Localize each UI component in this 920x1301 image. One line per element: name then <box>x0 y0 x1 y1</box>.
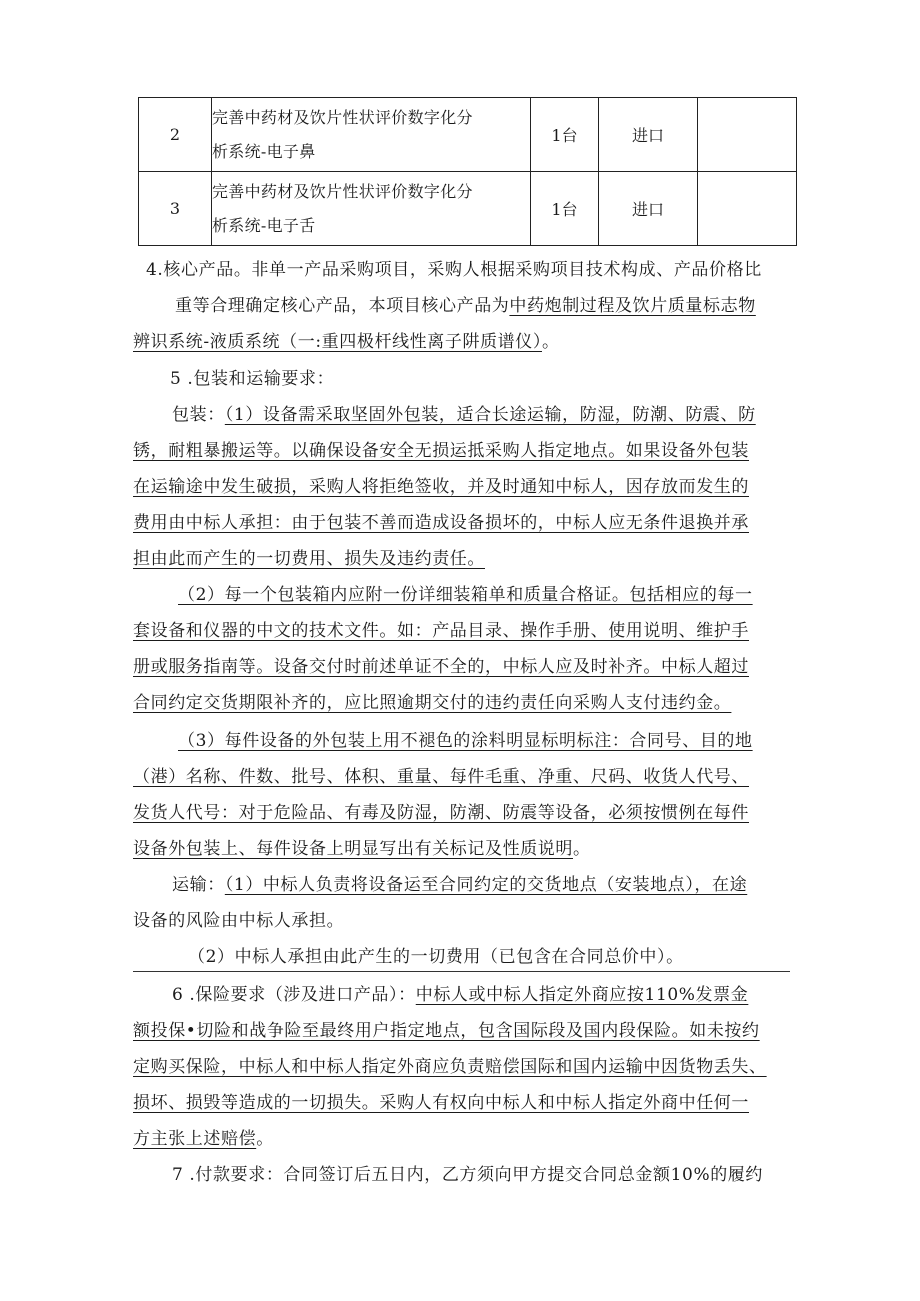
transport-line: 设备的风险由中标人承担。 <box>133 911 345 931</box>
section-heading: 5 .包装和运输要求： <box>170 369 335 389</box>
text-run: （1）设备需采取坚固外包装，适合长途运输，防湿，防潮、防震、防 <box>224 405 756 425</box>
divider <box>133 971 790 972</box>
packaging-line <box>133 837 591 861</box>
packaging-line <box>172 403 756 427</box>
note-cell <box>698 172 797 246</box>
origin-cell: 进口 <box>599 172 698 246</box>
core-product-name: 辨识系统-液质系统（一:重四极杆线性离子阱质谱仪） <box>133 332 542 352</box>
product-name-line: 析系统-电子鼻 <box>212 141 316 161</box>
text-run: 。 <box>541 332 560 352</box>
insurance-line <box>172 983 748 1007</box>
table-row <box>139 98 797 172</box>
insurance-line: 损坏、损毁等造成的一切损失。采购人有权向中标人和中标人指定外商中任何一 <box>133 1093 749 1113</box>
packaging-line: 担由此而产生的一切费用、损失及违约责任。 <box>133 549 485 569</box>
core-product-line: 4.核心产品。非单一产品采购项目，采购人根据采购项目技术构成、产品价格比 <box>146 260 762 280</box>
text-run: 包装： <box>172 405 225 425</box>
packaging-line: （港）名称、件数、批号、体积、重量、每件毛重、净重、尺码、收货人代号、 <box>133 767 749 787</box>
product-name-line: 完善中药材及饮片性状评价数字化分 <box>212 181 473 201</box>
quantity-cell: 1台 <box>531 172 599 246</box>
core-product-line <box>175 294 756 318</box>
text-run: 6 .保险要求（涉及进口产品）： <box>172 985 416 1005</box>
packaging-line: 套设备和仪器的中文的技术文件。如：产品目录、操作手册、使用说明、维护手 <box>133 621 749 641</box>
text-run: 设备外包装上、每件设备上明显写出有关标记及性质说明 <box>133 839 573 859</box>
core-product-line <box>133 330 560 354</box>
packaging-line: （2）每一个包装箱内应附一份详细装箱单和质量合格证。包括相应的每一 <box>178 585 753 605</box>
text-run: （1）中标人负责将设备运至合同约定的交货地点（安装地点），在途 <box>224 875 748 895</box>
payment-line: 7 .付款要求：合同签订后五日内，乙方须向甲方提交合同总金额10%的履约 <box>172 1165 764 1185</box>
packaging-line: 发货人代号：对于危险品、有毒及防湿，防潮、防震等设备，必须按惯例在每件 <box>133 803 749 823</box>
packaging-line: 费用由中标人承担：由于包装不善而造成设备损坏的，中标人应无条件退换并承 <box>133 513 749 533</box>
packaging-line: 在运输途中发生破损，采购人将拒绝签收，并及时通知中标人，因存放而发生的 <box>133 477 749 497</box>
packaging-line: （3）每件设备的外包装上用不褪色的涂料明显标明标注：合同号、目的地 <box>178 731 753 751</box>
text-run: 。 <box>573 839 591 859</box>
row-number: 2 <box>139 98 212 172</box>
packaging-line: 册或服务指南等。设备交付时前述单证不全的，中标人应及时补齐。中标人超过 <box>133 657 749 677</box>
text-run: 中标人或中标人指定外商应按110%发票金 <box>415 985 749 1005</box>
text-run: 重等合理确定核心产品，本项目核心产品为 <box>175 296 510 316</box>
text-run: 方主张上述赔偿 <box>133 1129 257 1149</box>
quantity-cell: 1台 <box>531 98 599 172</box>
text-run: 运输： <box>172 875 225 895</box>
product-name-line: 完善中药材及饮片性状评价数字化分 <box>212 107 473 127</box>
equipment-table <box>138 97 797 246</box>
row-number: 3 <box>139 172 212 246</box>
packaging-line: 合同约定交货期限补齐的，应比照逾期交付的违约责任向采购人支付违约金。 <box>133 693 732 713</box>
insurance-line: 额投保•切险和战争险至最终用户指定地点，包含国际段及国内段保险。如未按约 <box>133 1021 760 1041</box>
product-name-line: 析系统-电子舌 <box>212 215 316 235</box>
note-cell <box>698 98 797 172</box>
table-row <box>139 172 797 246</box>
insurance-line <box>133 1127 274 1151</box>
origin-cell: 进口 <box>599 98 698 172</box>
packaging-line: 锈，耐粗暴搬运等。以确保设备安全无损运抵采购人指定地点。如果设备外包装 <box>133 441 749 461</box>
transport-line: （2）中标人承担由此产生的一切费用（已包含在合同总价中）。 <box>188 947 684 967</box>
insurance-line: 定购买保险，中标人和中标人指定外商应负责赔偿国际和国内运输中因货物丢失、 <box>133 1057 767 1077</box>
product-name-cell <box>212 98 531 172</box>
transport-line <box>172 873 747 897</box>
product-name-cell <box>212 172 531 246</box>
text-run: 。 <box>256 1129 274 1149</box>
core-product-name: 中药炮制过程及饮片质量标志物 <box>509 296 756 316</box>
